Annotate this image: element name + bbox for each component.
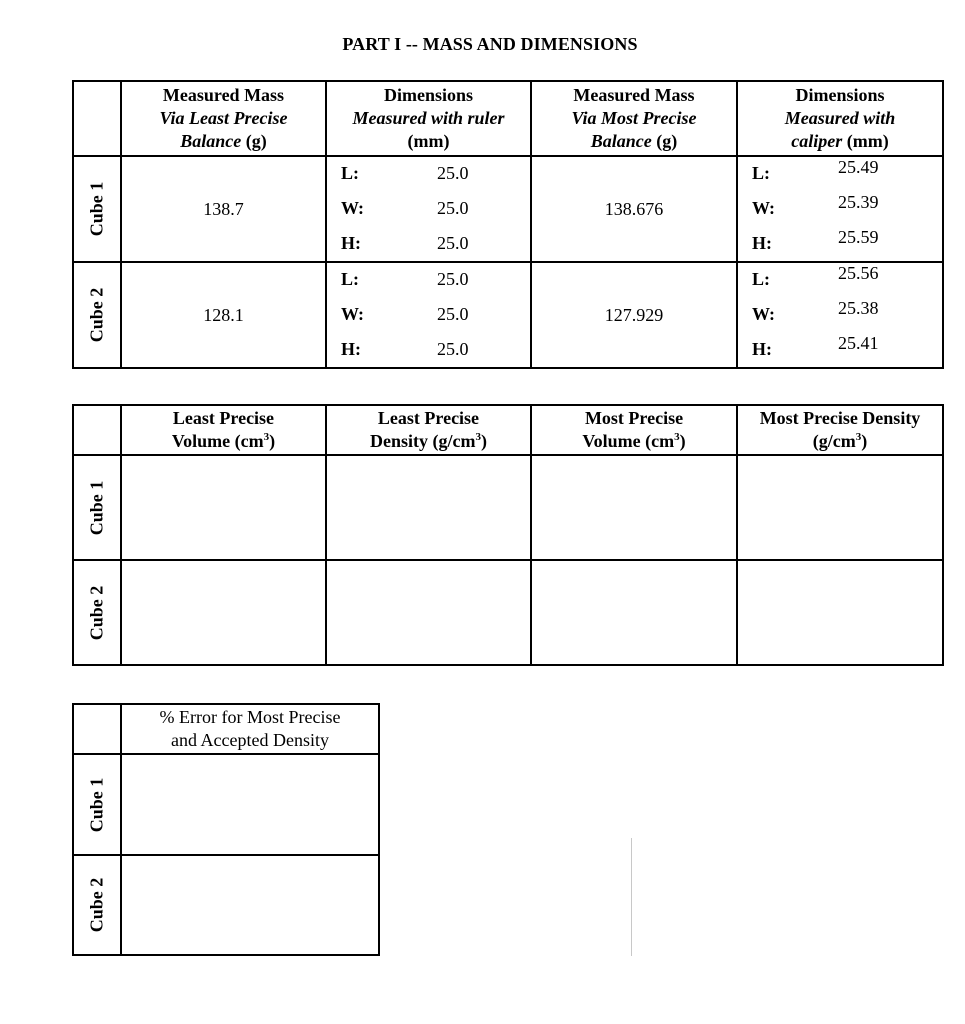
header-line <box>532 130 736 153</box>
header-text: (g/cm <box>812 431 856 451</box>
table-row <box>73 455 943 560</box>
header-text: Volume (cm <box>582 431 675 451</box>
dim-key: W: <box>341 198 365 218</box>
header-line: % Error for Most Precise <box>159 707 341 727</box>
header-line <box>738 430 942 453</box>
answer-cell[interactable] <box>326 455 531 560</box>
header-text: ) <box>861 431 868 451</box>
header-text: ) <box>269 431 276 451</box>
header-line <box>122 130 325 153</box>
header-italic: caliper <box>791 131 843 151</box>
row-label: Cube 1 <box>86 777 107 832</box>
superscript: 3 <box>263 431 270 443</box>
header-unit: (g) <box>651 131 678 151</box>
header-line: Least Precise <box>172 408 275 428</box>
dim-key: H: <box>341 233 361 253</box>
header-mass-most <box>531 81 737 156</box>
dim-key: H: <box>341 339 361 359</box>
row-label: Cube 2 <box>86 287 107 343</box>
dimension-line <box>738 333 942 363</box>
header-italic: Via Most Precise <box>571 108 697 128</box>
header-line: Least Precise <box>377 408 480 428</box>
mass-most-cell: 138.676 <box>531 156 737 262</box>
header-line <box>327 430 530 453</box>
dim-value: 25.0 <box>437 304 469 324</box>
answer-cell[interactable] <box>121 855 379 955</box>
dimension-line <box>327 233 530 257</box>
header-dimensions-caliper <box>737 81 943 156</box>
header-italic: Measured with ruler <box>352 108 505 128</box>
header-line <box>532 107 736 130</box>
dim-value: 25.0 <box>437 163 469 183</box>
header-italic: Measured with <box>784 108 896 128</box>
header-text: ) <box>480 431 487 451</box>
caliper-dimensions-cell <box>737 262 943 368</box>
dim-key: L: <box>341 163 359 183</box>
dim-key: L: <box>341 269 359 289</box>
row-label-cell <box>73 262 121 368</box>
dim-value: 25.59 <box>838 227 879 247</box>
answer-cell[interactable] <box>121 560 326 665</box>
dim-key: L: <box>752 269 770 289</box>
answer-cell[interactable] <box>737 455 943 560</box>
header-most-volume <box>531 405 737 455</box>
header-line: (mm) <box>407 131 450 151</box>
row-label-cell <box>73 455 121 560</box>
corner-cell <box>73 405 121 455</box>
table-row <box>73 754 379 855</box>
header-text: ) <box>679 431 686 451</box>
corner-cell <box>73 704 121 754</box>
dimension-line <box>738 227 942 257</box>
row-label: Cube 1 <box>86 480 107 535</box>
header-line: Most Precise Density <box>759 408 921 428</box>
table-row <box>73 156 943 262</box>
header-line: Dimensions <box>383 85 473 105</box>
header-line: Most Precise <box>584 408 684 428</box>
dimension-line <box>738 263 942 293</box>
header-most-density <box>737 405 943 455</box>
table-row <box>73 855 379 955</box>
header-text: Volume (cm <box>171 431 264 451</box>
dim-key: W: <box>341 304 365 324</box>
header-italic: Via Least Precise <box>159 108 288 128</box>
superscript: 3 <box>475 431 481 443</box>
header-unit: (mm) <box>842 131 889 151</box>
dimension-line <box>738 298 942 328</box>
dimension-line <box>327 339 530 363</box>
answer-cell[interactable] <box>531 455 737 560</box>
dim-value: 25.56 <box>838 263 879 283</box>
dim-key: L: <box>752 163 770 183</box>
header-line <box>122 107 325 130</box>
table-row <box>73 262 943 368</box>
dim-key: H: <box>752 233 772 253</box>
dim-value: 25.0 <box>437 233 469 253</box>
dim-value: 25.0 <box>437 269 469 289</box>
header-line: Measured Mass <box>162 85 285 105</box>
header-least-density <box>326 405 531 455</box>
dim-value: 25.38 <box>838 298 879 318</box>
dim-value: 25.0 <box>437 198 469 218</box>
superscript: 3 <box>855 431 862 443</box>
mass-least-cell: 128.1 <box>121 262 326 368</box>
dim-value: 25.41 <box>838 333 879 353</box>
mass-least-cell: 138.7 <box>121 156 326 262</box>
dimension-line <box>327 269 530 293</box>
mass-most-cell: 127.929 <box>531 262 737 368</box>
corner-cell <box>73 81 121 156</box>
percent-error-table <box>72 703 380 956</box>
header-line: Measured Mass <box>573 85 695 105</box>
dim-key: W: <box>752 304 776 324</box>
dim-value: 25.49 <box>838 157 879 177</box>
dimension-line <box>738 157 942 187</box>
header-least-volume <box>121 405 326 455</box>
dimension-line <box>738 192 942 222</box>
row-label-cell <box>73 754 121 855</box>
answer-cell[interactable] <box>531 560 737 665</box>
header-italic: Balance <box>180 131 242 151</box>
answer-cell[interactable] <box>326 560 531 665</box>
row-label-cell <box>73 560 121 665</box>
row-label: Cube 2 <box>86 877 107 933</box>
page-title: PART I -- MASS AND DIMENSIONS <box>342 34 638 54</box>
answer-cell[interactable] <box>737 560 943 665</box>
answer-cell[interactable] <box>121 754 379 855</box>
answer-cell[interactable] <box>121 455 326 560</box>
header-percent-error <box>121 704 379 754</box>
dimension-line <box>327 198 530 222</box>
dimension-line <box>327 163 530 187</box>
row-label: Cube 2 <box>86 585 107 640</box>
dim-value: 25.39 <box>838 192 879 212</box>
superscript: 3 <box>674 431 680 443</box>
mass-dimensions-table <box>72 80 944 369</box>
row-label-cell <box>73 855 121 955</box>
table-row <box>73 560 943 665</box>
dim-key: W: <box>752 198 776 218</box>
header-line: and Accepted Density <box>171 730 329 750</box>
row-label-cell <box>73 156 121 262</box>
header-line <box>327 107 530 130</box>
header-italic: Balance <box>590 131 652 151</box>
volume-density-table <box>72 404 944 666</box>
header-line <box>122 430 325 453</box>
divider-line <box>631 838 632 956</box>
header-text: Density (g/cm <box>370 431 476 451</box>
header-unit: (g) <box>241 131 267 151</box>
caliper-dimensions-cell <box>737 156 943 262</box>
header-line <box>532 430 736 453</box>
row-label: Cube 1 <box>86 181 107 237</box>
dimension-line <box>327 304 530 328</box>
dim-value: 25.0 <box>437 339 469 359</box>
ruler-dimensions-cell <box>326 262 531 368</box>
header-line <box>738 107 942 130</box>
header-mass-least <box>121 81 326 156</box>
dim-key: H: <box>752 339 772 359</box>
header-dimensions-ruler <box>326 81 531 156</box>
header-line: Dimensions <box>795 85 885 105</box>
ruler-dimensions-cell <box>326 156 531 262</box>
header-line <box>738 130 942 153</box>
